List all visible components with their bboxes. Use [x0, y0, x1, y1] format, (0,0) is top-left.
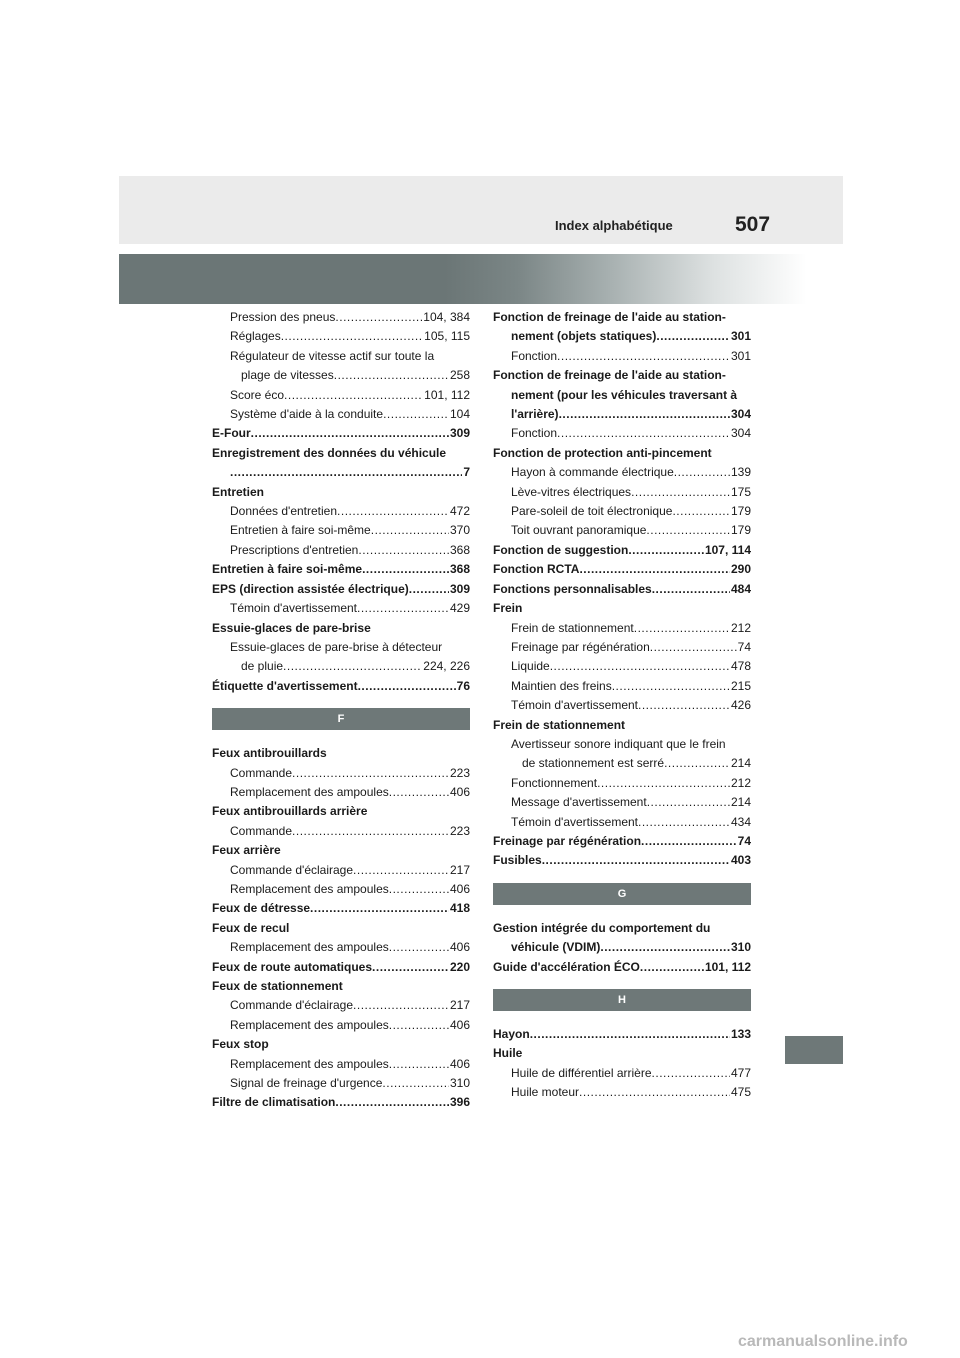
index-subentry[interactable] — [212, 657, 470, 676]
entry-page-ref[interactable]: 217 — [449, 998, 470, 1013]
entry-label: Fusibles — [493, 853, 542, 868]
index-entry[interactable] — [493, 1025, 751, 1044]
dot-leader — [628, 541, 704, 560]
entry-page-ref[interactable]: 220 — [449, 959, 470, 974]
dot-leader — [634, 619, 730, 638]
entry-page-ref[interactable]: 403 — [730, 853, 751, 868]
index-subentry[interactable] — [212, 502, 470, 521]
dot-leader — [389, 1055, 449, 1074]
index-subentry[interactable] — [212, 521, 470, 540]
dot-leader — [358, 541, 449, 560]
entry-label: EPS (direction assistée électrique) — [212, 581, 409, 596]
entry-label: Toit ouvrant panoramique — [511, 523, 647, 538]
entry-page-ref[interactable]: 301 — [730, 348, 751, 363]
entry-label: E-Four — [212, 426, 251, 441]
entry-label: Feux de route automatiques — [212, 959, 373, 974]
entry-label: Fonction de protection anti-pincement — [493, 445, 712, 460]
index-entry — [212, 444, 470, 463]
entry-page-ref[interactable]: 478 — [730, 659, 751, 674]
index-entry — [212, 977, 470, 996]
dot-leader — [597, 774, 730, 793]
index-entry[interactable] — [212, 958, 470, 977]
index-subentry[interactable] — [493, 1083, 751, 1102]
entry-label: Entretien à faire soi-même — [230, 523, 371, 538]
index-subentry[interactable] — [212, 880, 470, 899]
entry-page-ref[interactable]: 426 — [730, 698, 751, 713]
dot-leader — [647, 793, 730, 812]
entry-page-ref[interactable]: 107, 114 — [704, 542, 751, 557]
entry-label: Frein — [493, 601, 523, 616]
index-entry — [493, 1044, 751, 1063]
index-letter-heading: H — [493, 989, 751, 1011]
entry-label: Fonction — [511, 426, 558, 441]
entry-page-ref[interactable]: 223 — [449, 765, 470, 780]
entry-label: Fonction de freinage de l'aide au station- — [493, 368, 726, 383]
entry-label: Signal de freinage d'urgence — [230, 1076, 383, 1091]
entry-page-ref[interactable]: 101, 112 — [424, 387, 470, 402]
dot-leader — [383, 405, 449, 424]
entry-label: l'arrière) — [511, 407, 559, 422]
dot-leader — [281, 327, 423, 346]
index-entry[interactable] — [212, 560, 470, 579]
entry-label: Hayon à commande électrique — [511, 465, 674, 480]
entry-label: Commande d'éclairage — [230, 998, 354, 1013]
index-entry[interactable] — [212, 677, 470, 696]
entry-label: Huile — [493, 1046, 523, 1061]
entry-label: Maintien des freins — [511, 678, 612, 693]
dot-leader — [335, 308, 422, 327]
index-subentry[interactable] — [493, 657, 751, 676]
dot-leader — [559, 405, 730, 424]
index-entry[interactable] — [493, 541, 751, 560]
entry-label: Pression des pneus — [230, 310, 336, 324]
index-subentry[interactable] — [212, 366, 470, 385]
entry-label: Prescriptions d'entretien — [230, 542, 359, 557]
entry-label: Freinage par régénération — [511, 639, 650, 654]
entry-page-ref[interactable]: 475 — [730, 1085, 751, 1100]
entry-label: Fonctionnement — [511, 775, 598, 790]
index-subentry[interactable] — [212, 1016, 470, 1035]
index-subentry[interactable] — [212, 861, 470, 880]
dot-leader — [652, 580, 730, 599]
entry-label: nement (objets statiques) — [511, 329, 657, 344]
index-subentry[interactable] — [493, 677, 751, 696]
dot-leader — [389, 880, 449, 899]
entry-label: Guide d'accélération ÉCO — [493, 959, 640, 974]
index-subentry[interactable] — [212, 822, 470, 841]
entry-page-ref[interactable]: 429 — [449, 601, 470, 616]
entry-label: Feux de stationnement — [212, 979, 343, 993]
index-subentry — [212, 347, 470, 366]
entry-label: Avertisseur sonore indiquant que le frein — [511, 736, 726, 751]
dot-leader — [230, 463, 462, 482]
dot-leader — [353, 996, 449, 1015]
index-subentry[interactable] — [212, 764, 470, 783]
entry-label: Hayon — [493, 1027, 530, 1041]
dot-leader — [389, 783, 449, 802]
entry-page-ref[interactable]: 101, 112 — [704, 959, 751, 974]
entry-label: Remplacement des ampoules — [230, 1056, 389, 1071]
entry-label: Régulateur de vitesse actif sur toute la — [230, 348, 435, 363]
entry-label: Témoin d'avertissement — [230, 601, 358, 616]
index-subentry[interactable] — [212, 783, 470, 802]
dot-leader — [284, 386, 423, 405]
index-subentry[interactable] — [212, 327, 470, 346]
entry-page-ref[interactable]: 406 — [449, 881, 470, 896]
entry-label: Freinage par régénération — [493, 833, 642, 848]
page-number: 507 — [735, 213, 771, 236]
index-subentry — [212, 638, 470, 657]
dot-leader — [335, 1093, 449, 1112]
entry-page-ref[interactable]: 304 — [730, 426, 751, 441]
entry-label: Fonction RCTA — [493, 562, 580, 577]
entry-page-ref[interactable]: 7 — [463, 465, 470, 480]
dot-leader — [358, 677, 456, 696]
index-entry[interactable] — [493, 851, 751, 870]
section-title: Index alphabétique — [555, 218, 673, 233]
dot-leader — [641, 832, 737, 851]
entry-page-ref[interactable]: 301 — [730, 329, 751, 344]
index-letter-heading: F — [212, 708, 470, 730]
entry-label: Feux antibrouillards — [212, 746, 327, 761]
index-entry — [212, 744, 470, 763]
entry-page-ref[interactable]: 406 — [449, 1056, 470, 1071]
dot-leader — [579, 1083, 730, 1102]
index-subentry[interactable] — [493, 424, 751, 443]
index-entry — [493, 599, 751, 618]
entry-page-ref[interactable]: 406 — [449, 784, 470, 799]
dot-leader — [674, 463, 730, 482]
entry-label: Feux antibrouillards arrière — [212, 804, 368, 819]
entry-page-ref[interactable]: 104 — [449, 407, 470, 422]
entry-page-ref[interactable]: 434 — [730, 814, 751, 829]
entry-label: Fonction — [511, 348, 558, 363]
entry-page-ref[interactable]: 215 — [730, 678, 751, 693]
dot-leader — [334, 366, 449, 385]
dot-leader — [283, 657, 422, 676]
dot-leader — [292, 822, 449, 841]
entry-label: Feux stop — [212, 1037, 269, 1052]
dot-leader — [550, 657, 730, 676]
index-subentry[interactable] — [212, 1074, 470, 1093]
entry-page-ref[interactable]: 406 — [449, 940, 470, 955]
dot-leader — [251, 424, 449, 443]
entry-label: Feux arrière — [212, 843, 281, 858]
entry-label: Frein de stationnement — [511, 620, 634, 635]
dot-leader — [557, 424, 730, 443]
index-subentry[interactable] — [493, 754, 751, 773]
dot-leader — [389, 1016, 449, 1035]
entry-label: Feux de détresse — [212, 901, 311, 916]
dot-leader — [652, 1064, 730, 1083]
index-subentry[interactable] — [493, 521, 751, 540]
entry-label: Remplacement des ampoules — [230, 881, 389, 896]
entry-page-ref[interactable]: 74 — [737, 833, 751, 848]
header-gradient-band — [119, 254, 843, 304]
entry-label: Liquide — [511, 659, 550, 674]
index-subentry[interactable] — [493, 638, 751, 657]
dot-leader — [353, 861, 449, 880]
dot-leader — [382, 1074, 449, 1093]
dot-leader — [612, 677, 730, 696]
entry-label: Feux de recul — [212, 920, 290, 935]
entry-page-ref[interactable]: 310 — [730, 940, 751, 955]
index-entry[interactable] — [212, 1093, 470, 1112]
index-entry — [212, 1035, 470, 1054]
entry-page-ref[interactable]: 484 — [730, 581, 751, 596]
entry-page-ref[interactable]: 309 — [449, 581, 470, 596]
entry-page-ref[interactable]: 214 — [730, 756, 751, 771]
index-entry[interactable] — [212, 463, 470, 482]
entry-page-ref[interactable]: 290 — [730, 562, 751, 577]
index-subentry[interactable] — [212, 996, 470, 1015]
entry-label: Lève-vitres électriques — [511, 484, 632, 499]
entry-label: Huile de différentiel arrière — [511, 1065, 652, 1080]
index-subentry[interactable] — [493, 793, 751, 812]
entry-page-ref[interactable]: 309 — [449, 426, 470, 441]
entry-page-ref[interactable]: 179 — [730, 504, 751, 519]
dot-leader — [357, 599, 449, 618]
entry-page-ref[interactable]: 406 — [449, 1017, 470, 1032]
dot-leader — [650, 638, 737, 657]
index-entry[interactable] — [493, 405, 751, 424]
index-entry[interactable] — [212, 580, 470, 599]
entry-label: Fonctions personnalisables — [493, 581, 652, 596]
entry-label: Enregistrement des données du véhicule — [212, 445, 447, 460]
index-entry — [212, 619, 470, 638]
index-subentry[interactable] — [212, 308, 470, 327]
entry-label: Remplacement des ampoules — [230, 940, 389, 955]
index-entry[interactable] — [212, 899, 470, 918]
entry-page-ref[interactable]: 139 — [730, 465, 751, 480]
entry-page-ref[interactable]: 223 — [449, 823, 470, 838]
entry-label: Commande — [230, 823, 293, 838]
dot-leader — [372, 958, 449, 977]
index-thumb-tab[interactable] — [785, 1036, 843, 1064]
dot-leader — [530, 1025, 730, 1044]
dot-leader — [292, 764, 449, 783]
index-subentry[interactable] — [493, 1064, 751, 1083]
dot-leader — [409, 580, 449, 599]
entry-label: de stationnement est serré — [522, 756, 665, 771]
entry-label: Commande — [230, 765, 293, 780]
entry-label: Huile moteur — [511, 1085, 580, 1100]
entry-page-ref[interactable]: 175 — [730, 484, 751, 499]
index-entry[interactable] — [493, 938, 751, 957]
index-entry — [493, 366, 751, 385]
entry-page-ref[interactable]: 74 — [737, 639, 751, 654]
index-subentry[interactable] — [493, 619, 751, 638]
dot-leader — [646, 521, 730, 540]
entry-page-ref[interactable]: 224, 226 — [423, 659, 470, 674]
entry-label: plage de vitesses — [241, 368, 334, 383]
index-subentry[interactable] — [493, 483, 751, 502]
entry-label: nement (pour les véhicules traversant à — [511, 387, 738, 402]
entry-label: Étiquette d'avertissement — [212, 678, 358, 693]
entry-page-ref[interactable]: 212 — [730, 620, 751, 635]
index-subentry[interactable] — [212, 938, 470, 957]
index-entry — [493, 444, 751, 463]
dot-leader — [337, 502, 449, 521]
entry-page-ref[interactable]: 214 — [730, 795, 751, 810]
dot-leader — [631, 483, 730, 502]
index-subentry[interactable] — [212, 599, 470, 618]
entry-page-ref[interactable]: 396 — [449, 1095, 470, 1110]
index-entry — [493, 919, 751, 938]
index-subentry[interactable] — [493, 813, 751, 832]
dot-leader — [389, 938, 449, 957]
entry-label: Remplacement des ampoules — [230, 1017, 389, 1032]
entry-page-ref[interactable]: 212 — [730, 775, 751, 790]
entry-label: Témoin d'avertissement — [511, 698, 639, 713]
entry-label: Pare-soleil de toit électronique — [511, 504, 673, 519]
entry-label: Frein de stationnement — [493, 717, 626, 732]
dot-leader — [672, 502, 730, 521]
entry-page-ref[interactable]: 304 — [730, 407, 751, 422]
entry-page-ref[interactable]: 477 — [730, 1065, 751, 1080]
entry-page-ref[interactable]: 310 — [449, 1076, 470, 1091]
dot-leader — [557, 347, 730, 366]
index-subentry[interactable] — [493, 463, 751, 482]
index-subentry[interactable] — [212, 541, 470, 560]
entry-page-ref[interactable]: 368 — [449, 542, 470, 557]
dot-leader — [638, 813, 730, 832]
entry-label: de pluie — [241, 659, 284, 674]
dot-leader — [664, 754, 730, 773]
index-entry[interactable] — [493, 327, 751, 346]
entry-label: Fonction de suggestion — [493, 542, 629, 557]
index-column-right — [493, 308, 751, 1103]
entry-label: Remplacement des ampoules — [230, 784, 389, 799]
dot-leader — [310, 899, 449, 918]
entry-label: Score éco — [230, 387, 285, 402]
index-entry — [212, 802, 470, 821]
index-subentry[interactable] — [493, 696, 751, 715]
dot-leader — [542, 851, 730, 870]
index-entry[interactable] — [493, 832, 751, 851]
dot-leader — [638, 696, 730, 715]
entry-label: Réglages — [230, 329, 281, 344]
entry-label: véhicule (VDIM) — [511, 940, 601, 955]
entry-label: Entretien à faire soi-même — [212, 562, 363, 577]
dot-leader — [656, 327, 730, 346]
entry-label: Données d'entretien — [230, 504, 338, 519]
entry-page-ref[interactable]: 179 — [730, 523, 751, 538]
entry-label: Témoin d'avertissement — [511, 814, 639, 829]
index-subentry[interactable] — [212, 1055, 470, 1074]
index-entry[interactable] — [212, 424, 470, 443]
entry-page-ref[interactable]: 76 — [456, 678, 470, 693]
entry-page-ref[interactable]: 217 — [449, 862, 470, 877]
entry-page-ref[interactable]: 133 — [730, 1027, 751, 1041]
entry-page-ref[interactable]: 418 — [449, 901, 470, 916]
dot-leader — [600, 938, 730, 957]
entry-label: Essuie-glaces de pare-brise — [212, 620, 371, 635]
index-entry — [493, 386, 751, 405]
entry-page-ref[interactable]: 368 — [449, 562, 470, 577]
entry-label: Filtre de climatisation — [212, 1095, 336, 1110]
index-subentry[interactable] — [493, 502, 751, 521]
dot-leader — [362, 560, 449, 579]
index-subentry — [493, 735, 751, 754]
index-letter-heading: G — [493, 883, 751, 905]
index-entry — [212, 919, 470, 938]
index-entry — [493, 716, 751, 735]
index-subentry[interactable] — [493, 774, 751, 793]
entry-label: Entretien — [212, 484, 265, 499]
index-entry — [493, 308, 751, 327]
entry-page-ref[interactable]: 370 — [449, 523, 470, 538]
entry-label: Système d'aide à la conduite — [230, 407, 384, 422]
watermark: carmanualsonline.info — [738, 1333, 908, 1350]
entry-label: Gestion intégrée du comportement du — [493, 920, 711, 935]
index-subentry[interactable] — [493, 347, 751, 366]
index-entry[interactable] — [493, 580, 751, 599]
entry-label: Message d'avertissement — [511, 795, 647, 810]
index-entry — [212, 483, 470, 502]
dot-leader — [579, 560, 730, 579]
index-subentry[interactable] — [212, 405, 470, 424]
entry-page-ref[interactable]: 472 — [449, 504, 470, 519]
index-subentry[interactable] — [212, 386, 470, 405]
entry-label: Commande d'éclairage — [230, 862, 354, 877]
entry-page-ref[interactable]: 104, 384 — [423, 310, 470, 324]
index-entry — [212, 841, 470, 860]
index-entry[interactable] — [493, 560, 751, 579]
dot-leader — [640, 958, 704, 977]
entry-label: Essuie-glaces de pare-brise à détecteur — [230, 639, 443, 654]
entry-page-ref[interactable]: 105, 115 — [424, 329, 470, 344]
dot-leader — [371, 521, 449, 540]
index-column-left — [212, 308, 470, 1113]
index-entry[interactable] — [493, 958, 751, 977]
entry-label: Fonction de freinage de l'aide au station- — [493, 310, 726, 324]
entry-page-ref[interactable]: 258 — [449, 368, 470, 383]
